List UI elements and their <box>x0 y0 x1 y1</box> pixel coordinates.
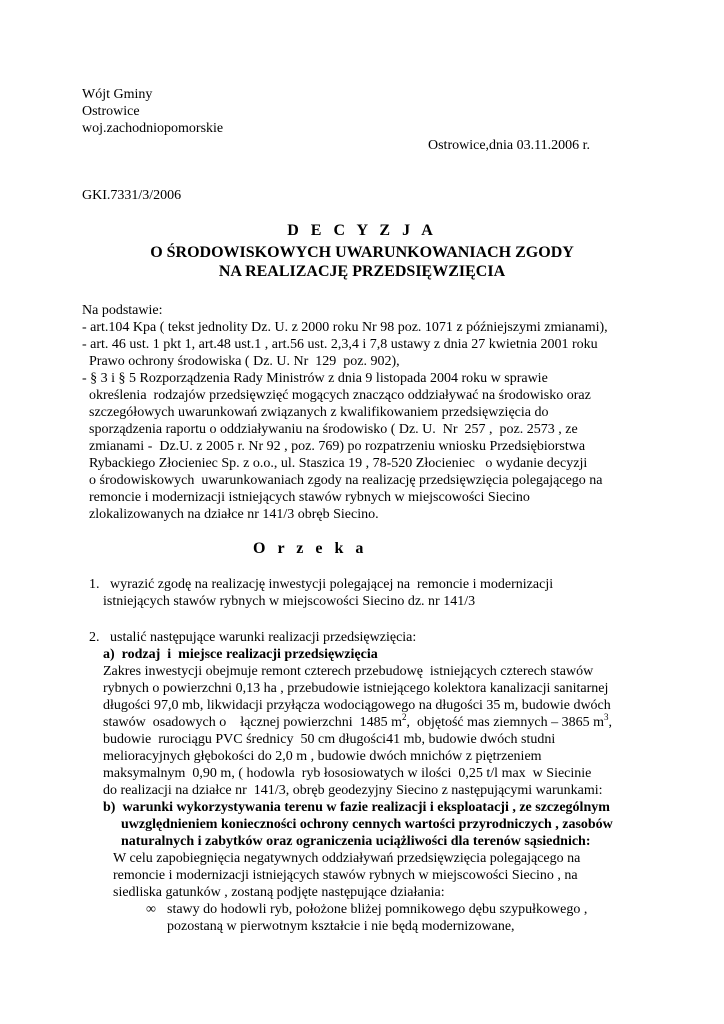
section-a-line-text: stawów osadowych o łącznej powierzchni 1485 m <box>103 715 402 730</box>
section-a-line <box>103 714 612 731</box>
section-b-line: W celu zapobiegnięcia negatywnych oddziaływań przedsięwzięcia polegającego na <box>113 851 581 866</box>
section-b-line: siedliska gatunków , zostaną podjęte następujące działania: <box>113 885 445 900</box>
ruling-item-1: 1. wyrazić zgodę na realizację inwestycji polegającej na remoncie i modernizacji <box>89 577 554 592</box>
basis-line: o środowiskowych uwarunkowaniach zgody na realizację przedsięwzięcia polegającego na <box>82 473 603 488</box>
basis-line: - § 3 i § 5 Rozporządzenia Rady Ministrów z dnia 9 listopada 2004 roku w sprawie <box>82 371 548 386</box>
ruling-item-1-cont: istniejących stawów rybnych w miejscowości Siecino dz. nr 141/3 <box>103 594 476 609</box>
title-subject-2: NA REALIZACJĘ PRZEDSIĘWZIĘCIA <box>218 263 506 280</box>
section-b-line: remoncie i modernizacji istniejących stawów rybnych w miejscowości Siecino , na <box>113 868 578 883</box>
section-b-heading-cont: naturalnych i zabytków oraz ograniczenia uciążliwości dla terenów sąsiednich: <box>121 834 591 849</box>
title-subject-1: O ŚRODOWISKOWYCH UWARUNKOWANIACH ZGODY <box>150 244 574 261</box>
ruling-heading: O r z e k a <box>253 540 368 557</box>
section-a-line: Zakres inwestycji obejmuje remont czterech przebudowę istniejących czterech stawów <box>103 664 594 679</box>
section-a-line-text: , <box>608 715 613 730</box>
document-date: Ostrowice,dnia 03.11.2006 r. <box>428 138 591 153</box>
section-a-line: do realizacji na działce nr 141/3, obręb geodezyjny Siecino z następującymi warunkami: <box>103 783 603 798</box>
basis-line: remoncie i modernizacji istniejących stawów rybnych w miejscowości Siecino <box>82 490 530 505</box>
basis-line: Prawo ochrony środowiska ( Dz. U. Nr 129 poz. 902), <box>82 354 400 369</box>
infinity-bullet-icon: ∞ <box>146 902 156 917</box>
basis-line: Rybackiego Złocieniec Sp. z o.o., ul. Staszica 19 , 78-520 Złocieniec o wydanie decyzji <box>82 456 588 471</box>
basis-intro: Na podstawie: <box>82 303 163 318</box>
authority-name: Wójt Gminy <box>82 87 153 102</box>
section-a-line: długości 97,0 mb, likwidacji przyłącza wodociągowego na długości 35 m, budowie dwóch <box>103 698 611 713</box>
ruling-item-2: 2. ustalić następujące warunki realizacji przedsięwzięcia: <box>89 630 417 645</box>
basis-line: określenia rodzajów przedsięwzięć mogących znacząco oddziaływać na środowisko oraz <box>82 388 591 403</box>
basis-line: zlokalizowanych na działce nr 141/3 obręb Siecino. <box>82 507 379 522</box>
authority-town: Ostrowice <box>82 104 140 119</box>
basis-line: - art. 46 ust. 1 pkt 1, art.48 ust.1 , art.56 ust. 2,3,4 i 7,8 ustawy z dnia 27 kwietnia 2001 roku <box>82 337 598 352</box>
basis-line: - art.104 Kpa ( tekst jednolity Dz. U. z 2000 roku Nr 98 poz. 1071 z późniejszymi zmianami), <box>82 320 608 335</box>
section-b-heading: b) warunki wykorzystywania terenu w fazie realizacji i eksploatacji , ze szczególnym <box>103 800 610 815</box>
superscript: 2 <box>401 712 407 722</box>
section-a-line: rybnych o powierzchni 0,13 ha , przebudowie istniejącego kolektora kanalizacji sanitarnej <box>103 681 609 696</box>
bullet-line: stawy do hodowli ryb, położone bliżej pomnikowego dębu szypułkowego , <box>167 902 588 917</box>
superscript: 3 <box>604 712 609 722</box>
section-a-line: budowie rurociągu PVC średnicy 50 cm długości41 mb, budowie dwóch studni <box>103 732 556 747</box>
title-decision: D E C Y Z J A <box>287 222 437 239</box>
basis-line: szczegółowych uwarunkowań związanych z kwalifikowaniem przedsięwzięcia do <box>82 405 549 420</box>
basis-line: zmianami - Dz.U. z 2005 r. Nr 92 , poz. 769) po rozpatrzeniu wniosku Przedsiębiorstwa <box>82 439 586 454</box>
section-a-line: maksymalnym 0,90 m, ( hodowla ryb łososiowatych w ilości 0,25 t/l max w Siecinie <box>103 766 592 781</box>
section-a-line: melioracyjnych głębokości do 2,0 m , budowie dwóch mnichów z piętrzeniem <box>103 749 542 764</box>
reference-number: GKI.7331/3/2006 <box>82 188 182 203</box>
section-a-heading: a) rodzaj i miejsce realizacji przedsięwzięcia <box>103 647 378 662</box>
section-a-line-text: , objętość mas ziemnych – 3865 m <box>406 715 605 730</box>
section-b-heading-cont: uwzględnieniem konieczności ochrony cennych wartości przyrodniczych , zasobów <box>121 817 613 832</box>
bullet-line-cont: pozostaną w pierwotnym kształcie i nie będą modernizowane, <box>167 919 515 934</box>
basis-line: sporządzenia raportu o oddziaływaniu na środowisko ( Dz. U. Nr 257 , poz. 2573 , ze <box>82 422 578 437</box>
authority-region: woj.zachodniopomorskie <box>82 121 224 136</box>
